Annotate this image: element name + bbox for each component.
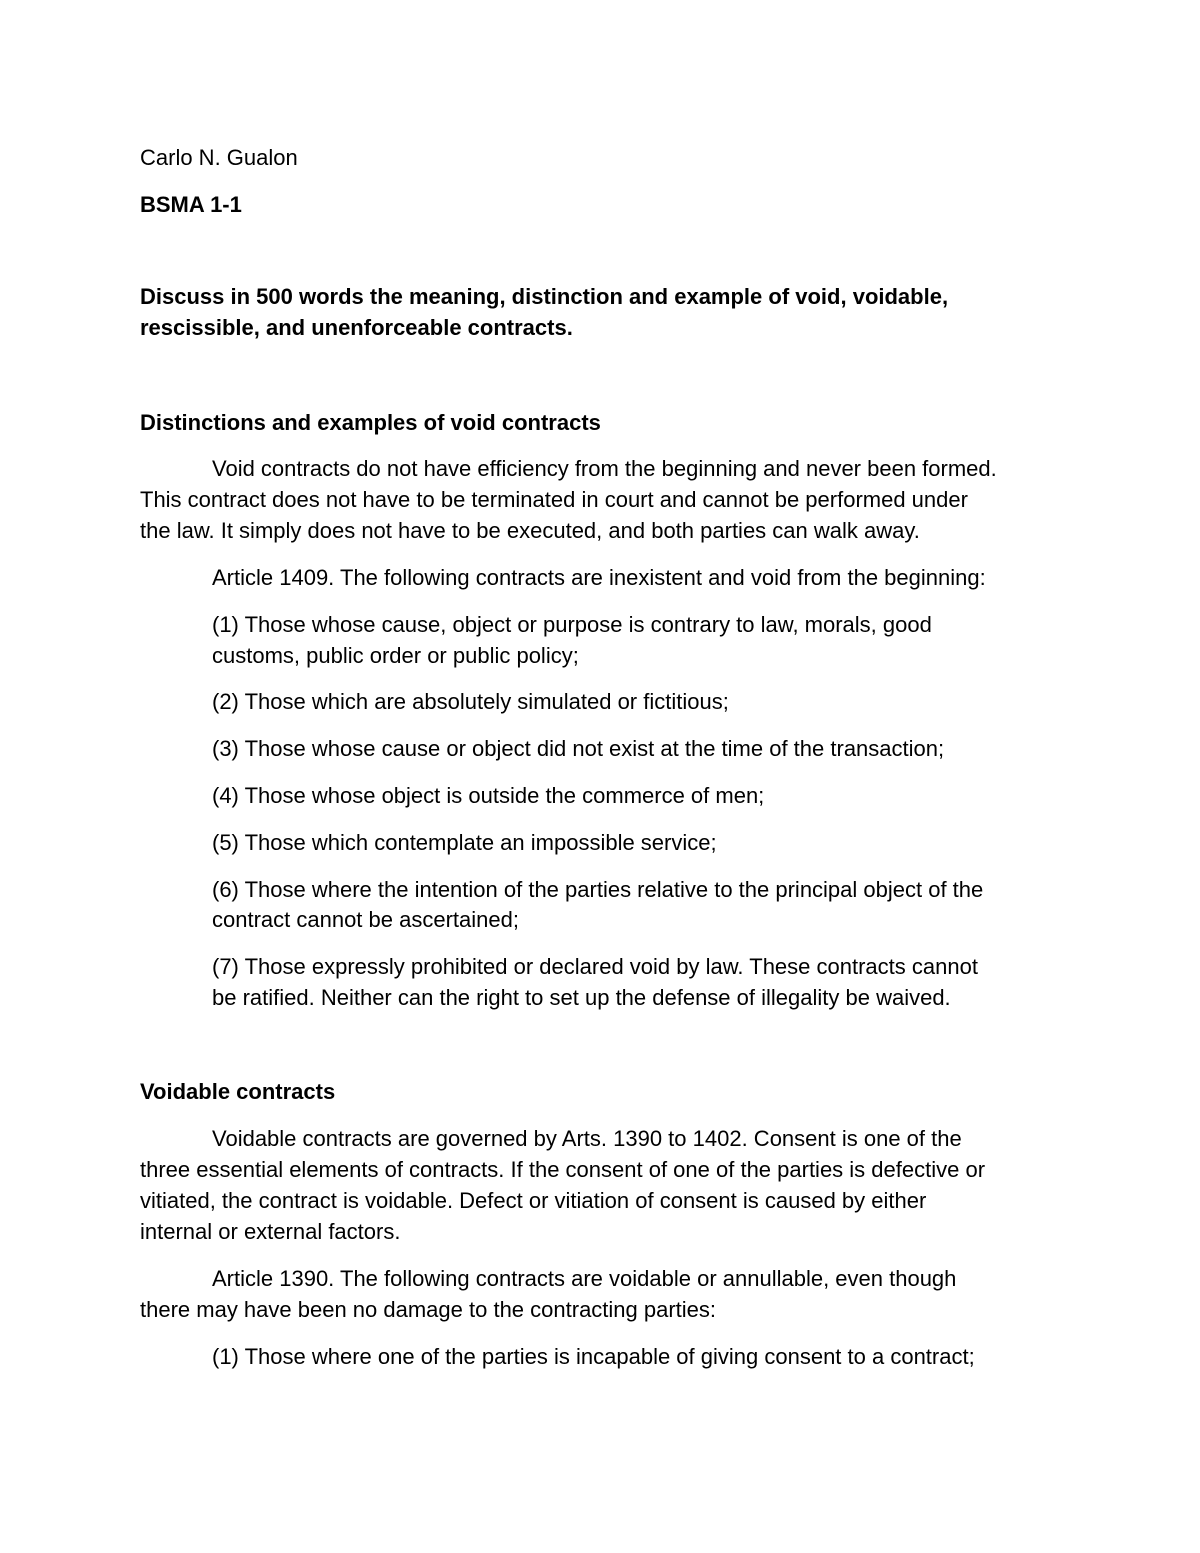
prompt-line: rescissible, and unenforceable contracts.: [140, 315, 573, 340]
voidable-list-item-1: (1) Those where one of the parties is incapable of giving consent to a contract;: [212, 1344, 975, 1369]
void-list-item-3: (3) Those whose cause or object did not exist at the time of the transaction;: [212, 736, 945, 761]
voidable-article-cont: there may have been no damage to the contracting parties:: [140, 1297, 717, 1322]
void-intro-line: This contract does not have to be terminated in court and cannot be performed under: [140, 487, 968, 512]
void-intro-line: the law. It simply does not have to be executed, and both parties can walk away.: [140, 518, 920, 543]
voidable-intro-line: internal or external factors.: [140, 1219, 401, 1244]
course-section: BSMA 1-1: [140, 192, 242, 217]
void-list-item-5: (5) Those which contemplate an impossible service;: [212, 830, 717, 855]
void-list-item-6-cont: contract cannot be ascertained;: [212, 907, 519, 932]
voidable-section-heading: Voidable contracts: [140, 1079, 336, 1104]
void-list-item-1-cont: customs, public order or public policy;: [212, 643, 579, 668]
void-intro-line: Void contracts do not have efficiency from the beginning and never been formed.: [212, 456, 997, 481]
void-list-item-7-cont: be ratified. Neither can the right to set up the defense of illegality be waived.: [212, 985, 951, 1010]
void-list-item-4: (4) Those whose object is outside the commerce of men;: [212, 783, 765, 808]
void-list-item-1: (1) Those whose cause, object or purpose is contrary to law, morals, good: [212, 612, 932, 637]
void-list-item-2: (2) Those which are absolutely simulated or fictitious;: [212, 689, 729, 714]
prompt-line: Discuss in 500 words the meaning, distinction and example of void, voidable,: [140, 284, 949, 309]
voidable-intro-line: three essential elements of contracts. If the consent of one of the parties is defective or: [140, 1157, 986, 1182]
void-list-item-7: (7) Those expressly prohibited or declared void by law. These contracts cannot: [212, 954, 978, 979]
void-section-heading: Distinctions and examples of void contracts: [140, 410, 601, 435]
voidable-intro-line: Voidable contracts are governed by Arts. 1390 to 1402. Consent is one of the: [212, 1126, 962, 1151]
void-article: Article 1409. The following contracts are inexistent and void from the beginning:: [212, 565, 986, 590]
author-name: Carlo N. Gualon: [140, 145, 298, 170]
voidable-intro-line: vitiated, the contract is voidable. Defect or vitiation of consent is caused by either: [140, 1188, 927, 1213]
voidable-article: Article 1390. The following contracts are voidable or annullable, even though: [212, 1266, 957, 1291]
void-list-item-6: (6) Those where the intention of the parties relative to the principal object of the: [212, 877, 984, 902]
